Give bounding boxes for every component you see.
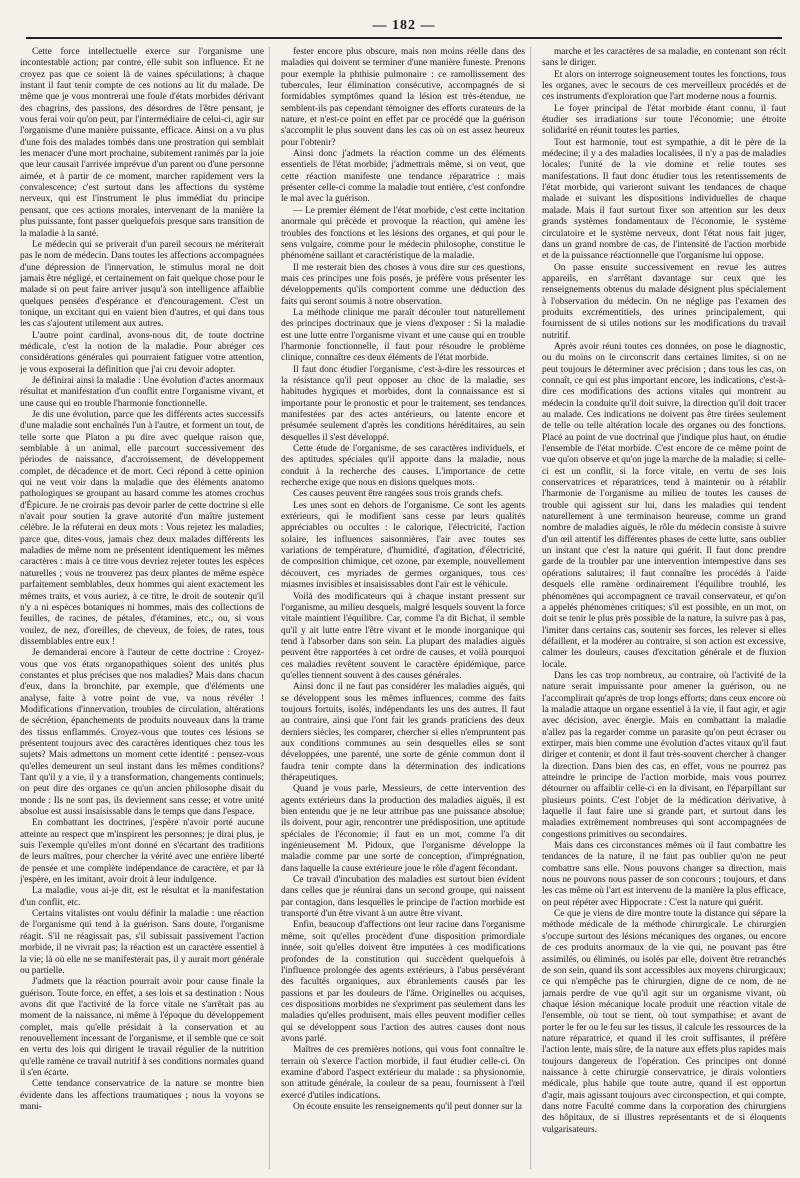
paragraph: Voilà des modificateurs qui à chaque instant pressent sur l'organisme, au milieu desquels, malgré lesquels souvent la force vitale maintient l'équilibre. Car, comme l'a dit Bichat, il semble qu'il y ait lutte entre l'être vivant et le monde inorganique qui tend à l'absorber dans son sein. La plupart des maladies aiguës peuvent être rapportées à cet ordre de causes, et voilà pourquoi ces maladies revêtent souvent le caractère épidémique, parce qu'elles tiennent souvent à des causes générales.: [281, 591, 525, 681]
paragraph: Il me resterait bien des choses à vous dire sur ces questions, mais ces principes une fois posés, je préfère vous présenter les développements qu'ils comportent comme une déduction des faits qui seront soumis à notre observation.: [281, 262, 525, 307]
paragraph: La méthode clinique me paraît découler tout naturellement des principes doctrinaux que je viens d'exposer : Si la maladie est une lutte entre l'organisme vivant et une cause qui en trouble l'harmonie fonctionnelle, il faut pour résoudre le problème clinique, connaître ces deux éléments de l'état morbide.: [281, 307, 525, 364]
paragraph: Ce travail d'incubation des maladies est surtout bien évident dans celles que je réunirai dans un second groupe, qui naissent par contagion, dans lesquelles le principe de l'action morbide est transporté d'un être vivant à un autre être vivant.: [281, 875, 525, 920]
paragraph: Maîtres de ces premières notions, qui vous font connaître le terrain où s'exerce l'action morbide, il faut étudier celle-ci. On examine d'abord l'aspect extérieur du malade : sa physionomie, son attitude générale, la couleur de sa peau, fournissent à l'œil exercé d'utiles indications.: [281, 1045, 525, 1101]
paragraph: Ce que je viens de dire montre toute la distance qui sépare la méthode médicale de la méthode chirurgicale. Le chirurgien s'occupe surtout des lésions mécaniques des organes, ou encore de ces produits anormaux de la vie qui, ne pouvant pas être assimilés, ou éliminés, ou isolés par elle, doivent être retranchés de son sein, quand ils sont accessibles aux moyens chirurgicaux; ce qui n'empêche pas le chirurgien, digne de ce nom, de ne jamais perdre de vue qu'il agit sur un organisme vivant, où chaque lésion mécanique locale produit une réaction vitale de l'ensemble, où tout se tient, où tout sympathise; et avant de porter le fer ou le feu sur les tissus, il calcule les ressources de la nature réparatrice, et quand il les croit suffisantes, il préfère l'action lente, mais sûre, de la nature aux effets plus rapides mais toujours dangereux de l'opération. Ces principes ont donné naissance à cette chirurgie conservatrice, je dirais volontiers médicale, plus habile que toute autre, quand il est opportun d'agir, mais agissant toujours avec circonspection, et qui compte, dans notre Faculté comme dans la corporation des chirurgiens des hôpitaux, de si illustres représentants et de si éloquents vulgarisateurs.: [542, 909, 786, 1135]
paragraph: Cette force intellectuelle exerce sur l'organisme une incontestable action; par contre, elle subit son influence. Et ne croyez pas que ce soient là de vaines spéculations; à chaque instant il faut tenir compte de ces notions au lit du malade. De même que je vous montrerai une foule d'états morbides dérivant des chagrins, des passions, des désordres de l'être pensant, je vous ferai voir qu'on peut, par l'intermédiaire de celui-ci, agir sur l'organisme d'une manière puissante, efficace. Ainsi on a vu plus d'une fois des malades tombés dans une prostration qui semblait les menacer d'une mort prochaine, subitement ranimés par la joie que leur causait l'arrivée imprévue d'un parent ou d'une personne aimée, et à partir de ce moment, marcher rapidement vers la convalescence; c'est surtout dans les affections du système nerveux, qui est l'instrument le plus immédiat du principe pensant, que ces actions morales, intervenant de la manière la plus puissante, font passer quelquefois presque sans transition de la maladie à la santé.: [20, 47, 264, 239]
paragraph: fester encore plus obscure, mais non moins réelle dans des maladies qui doivent se terminer d'une manière funeste. Prenons pour exemple la phthisie pulmonaire : ce ramollissement des tubercules, leur élimination consécutive, accompagnés de si formidables symptômes quand la lésion est très-étendue, ne semblent-ils pas cependant témoigner des efforts curateurs de la nature, et n'est-ce point en effet par ce procédé que la guérison s'accomplit le plus souvent dans les cas où on est assez heureux pour l'obtenir?: [281, 47, 525, 148]
paragraph: Je dis une évolution, parce que les différents actes successifs d'une maladie sont enchaînés l'un à l'autre, et forment un tout, de telle sorte que Platon a pu dire avec quelque raison que, semblable à un animal, elle parcourt successivement des périodes de naissance, d'accroissement, de développement complet, de décadence et de mort. Ceci répond à cette opinion qui ne veut voir dans la maladie que des éléments anatomo pathologiques se groupant au hasard comme les atomes crochus d'Épicure. Je ne croirais pas devoir parler de cette doctrine si elle n'avait pour soutien la grave autorité d'un maître justement célèbre. Je la réfuterai en deux mots : Vous rejetez les maladies, parce que, dites-vous, jamais chez deux malades différents les maladies de même nom ne présentent identiquement les mêmes caractères : mais à ce titre vous devriez rejeter toutes les espèces naturelles ; vous ne trouverez pas deux plantes de même espèce parfaitement semblables, deux hommes qui aient exactement les mêmes traits, et vous auriez, à ce titre, le droit de soutenir qu'il n'y a ni espèces botaniques ni hommes, mais des collections de feuilles, de racines, de pétales, d'étamines, etc., ou, si vous voulez, de nez, d'oreilles, de cheveux, de foies, de rates, tous dissemblables entre eux !: [20, 410, 264, 647]
column-middle: [281, 47, 531, 1169]
paragraph: Je demanderai encore à l'auteur de cette doctrine : Croyez-vous que vos états organopathiques soient des unités plus constantes et plus précises que nos maladies? Mais dans chacun d'eux, dans la bronchite, par exemple, que d'éléments une analyse, faite à votre point de vue, va nous révéler ! Modifications d'innervation, troubles de circulation, altérations de sécrétion, épanchements de produits nouveaux dans la trame des tissus enflammés. Croyez-vous que toutes ces lésions se présentent toujours avec des caractères identiques chez tous les sujets? Mais admettons un moment cette identité : pensez-vous qu'elles demeurent un seul instant dans les mêmes conditions? Tant qu'il y a vie, il y a transformation, changements continuels; on peut dire des organes ce qu'un ancien philosophe disait du monde : Ils ne sont pas, ils deviennent sans cesse; et votre unité absolue est aussi insaisissable dans le temps que dans l'espace.: [20, 648, 264, 818]
paragraph: Et alors on interroge soigneusement toutes les fonctions, tous les organes, avec le secours de ces merveilleux procédés et de ces instruments d'exploration que l'art moderne nous a fournis.: [542, 69, 786, 103]
paragraph: Tout est harmonie, tout est sympathie, a dit le père de la médecine; il y a des maladies localisées, il n'y a pas de maladies locales; l'unité de la vie domine et relie toutes ses manifestations. Il faut donc étudier tous les retentissements de l'état morbide, qui varieront suivant les tendances de chaque malade et suivant les dispositions individuelles de chaque malade. Mais il faut surtout fixer son attention sur les deux grands systèmes fondamentaux de l'économie, le système circulatoire et le système nerveux, dont l'état nous fait juger, dans un grand nombre de cas, de l'intensité de l'action morbide et de la puissance réactionnelle que l'organisme lui oppose.: [542, 137, 786, 262]
paragraph: L'autre point cardinal, avons-nous dit, de toute doctrine médicale, c'est la notion de la maladie. Pour abréger ces considérations générales qui pourraient fatiguer votre attention, je vous exposerai la définition que j'ai cru devoir adopter.: [20, 330, 264, 375]
page-number: — 182 —: [372, 18, 436, 33]
paragraph: — Le premier élément de l'état morbide, c'est cette incitation anormale qui précède et provoque la réaction, qui amène les troubles des fonctions et les lésions des organes, et qui pour le sens vulgaire, comme pour le médecin philosophe, constitue le phénomène saillant et caractéristique de la maladie.: [281, 205, 525, 262]
paragraph: Ainsi donc j'admets la réaction comme un des éléments essentiels de l'état morbide; j'admettrais même, si on veut, que cette réaction manifeste une tendance réparatrice : mais présenter celle-ci comme la maladie tout entière, c'est confondre le mal avec la guérison.: [281, 149, 525, 205]
paragraph: Dans les cas trop nombreux, au contraire, où l'activité de la nature serait impuissante pour amener la guérison, ou ne l'accomplirait qu'après de trop longs efforts; dans ceux encore où la maladie attaque un organe essentiel à la vie, il faut agir, et agir avec décision, avec énergie. Mais en combattant la maladie n'allez pas la regarder comme un parasite qu'on peut écraser ou extirper, mais bien comme une évolution d'actes vitaux qu'il faut diriger et contenir, et dont il faut très-souvent chercher à changer la direction. Dans bien des cas, en effet, vous ne pourrez pas atteindre le principe de l'action morbide, mais vous pourrez détourner ou affaiblir celle-ci en la divisant, en l'éparpillant sur plusieurs points. C'est l'objet de la médication dérivative, à laquelle il faut faire une si grande part, et surtout dans les maladies extrêmement nombreuses qui sont accompagnées de congestions primitives ou secondaires.: [542, 670, 786, 840]
paragraph: On écoute ensuite les renseignements qu'il peut donner sur la: [293, 1101, 522, 1112]
paragraph: Ces causes peuvent être rangées sous trois grands chefs.: [293, 489, 504, 500]
paragraph: Mais dans ces circonstances mêmes où il faut combattre les tendances de la nature, il ne faut pas oublier qu'on ne peut combattre sans elle. Nous pouvons changer sa direction, mais nous ne pouvons nous passer de son concours ; toujours, et dans les cas même où l'art est intervenu de la manière la plus efficace, on peut répéter avec Hippocrate : C'est la nature qui guérit.: [542, 841, 786, 908]
column-left: [20, 47, 270, 1169]
page-header: [26, 0, 782, 39]
paragraph: Il faut donc étudier l'organisme, c'est-à-dire les ressources et la résistance qu'il peut opposer au choc de la maladie, ses habitudes hygiques et morbides, dont la connaissance est si importante pour le pronostic et pour le traitement, ses tendances manifestées par des actes antérieurs, ou latente encore et présumée seulement d'après les conditions héréditaires, au sein desquelles il s'est développé.: [281, 364, 525, 443]
paragraph: On passe ensuite successivement en revue les autres appareils, en s'arrêtant davantage sur ceux que les renseignements obtenus du malade désignent plus spécialement à l'observation du médecin. On ne néglige pas l'examen des produits excrémentitiels, des urines principalement, qui fournissent de si utiles notions sur les modifications du travail nutritif.: [542, 262, 786, 341]
paragraph: J'admets que la réaction pourrait avoir pour cause finale la guérison. Toute force, en effet, a ses lois et sa destination : Nous avons dit que l'activité de la force vitale ne s'arrêtait pas au moment de la naissance, ni même à l'époque du développement complet, mais qu'elle présidait à la conservation et au renouvellement incessant de l'organisme, et il semble que ce soit en vertu des lois qui dirigent le travail régulier de la nutrition qu'elle ramène ce travail nutritif à ses conditions normales quand il s'en écarte.: [20, 977, 264, 1078]
paragraph: Cette tendance conservatrice de la nature se montre bien évidente dans les affections traumatiques ; nous la voyons se mani-: [20, 1079, 264, 1112]
text-columns: [20, 47, 786, 1169]
paragraph: Ainsi donc il ne faut pas considérer les maladies aiguës, qui se développent sous les mêmes influences, comme des faits toujours fortuits, isolés, indépendants les uns des autres. Il faut au contraire, ainsi que l'ont fait les grands praticiens des deux derniers siècles, les comparer, chercher si elles n'empruntent pas aux conditions communes au sein desquelles elles se sont développées, une parenté, une sorte de génie commun dont il faudra tenir compte dans la détermination des indications thérapeutiques.: [281, 682, 525, 783]
paragraph: marche et les caractères de sa maladie, en contenant son récit sans le diriger.: [542, 47, 786, 69]
paragraph: Je définirai ainsi la maladie : Une évolution d'actes anormaux résultat et manifestation d'un conflit entre l'organisme vivant, et une cause qui en trouble l'harmonie fonctionnelle.: [20, 375, 264, 409]
paragraph: Certains vitalistes ont voulu définir la maladie : une réaction de l'organisme qui tend à la guérison. Sans doute, l'organisme réagit. S'il ne réagissait pas, s'il subissait passivement l'action morbide, il ne vivrait pas; la réaction est un caractère essentiel à la vie; là où elle ne se manifesterait pas, il y aurait mort générale ou partielle.: [20, 909, 264, 976]
paragraph: Quand je vous parle, Messieurs, de cette intervention des agents extérieurs dans la production des maladies aiguës, il est bien entendu que je ne leur attribue pas une puissance absolue; ils doivent, pour agir, rencontrer une prédisposition, une aptitude spéciales de l'économie; il faut en un mot, comme l'a dit ingénieusement M. Pidoux, que l'organisme développe la maladie comme par une sorte de conception, d'imprégnation, dans laquelle la cause extérieure joue le rôle d'agent fécondant.: [281, 784, 525, 874]
column-right: [542, 47, 786, 1169]
paragraph: Le foyer principal de l'état morbide étant connu, il faut étudier ses irradiations sur toute l'économie; une étroite solidarité en réunit toutes les parties.: [542, 103, 786, 137]
paragraph: Cette étude de l'organisme, de ses caractères individuels, et des aptitudes spéciales qu'il apporte dans la maladie, nous conduit à la recherche des causes. L'importance de cette recherche exige que nous en disions quelques mots.: [281, 444, 525, 489]
paragraph: Les unes sont en dehors de l'organisme. Ce sont les agents extérieurs, qui le modifient sans cesse par leurs qualités appréciables ou occultes : le calorique, l'électricité, l'action solaire, les influences saisonnières, l'air avec toutes ses variations de température, d'humidité, d'agitation, d'électricité, de composition chimique, cet ozone, par exemple, nouvellement découvert, ces myriades de germes organiques, tous ces miasmes invisibles et insaisissables dont l'air est le véhicule.: [281, 500, 525, 591]
paragraph: En combattant les doctrines, j'espère n'avoir porté aucune atteinte au respect que m'inspirent les personnes; je dirai plus, je suis l'exemple qu'elles m'ont donné en s'écartant des traditions de leurs maîtres, pour chercher la vérité avec une entière liberté de pensée et une complète indépendance de caractère, et par là j'espère, en les imitant, avoir droit à leur indulgence.: [20, 818, 264, 886]
paragraph: Après avoir réuni toutes ces données, on pose le diagnostic, ou du moins on le circonscrit dans certaines limites, si on ne peut toujours le déterminer avec précision ; dans tous les cas, on connaît, ce qui est plus important encore, les indications, c'est-à-dire ces modifications des actions vitales qui montrent au médecin la conduite qu'il doit suivre, la direction qu'il doit tracer au malade. Ces indications ne doivent pas être tirées seulement de telle ou telle altération locale des organes ou des fonctions. Placé au point de vue doctrinal que j'indique plus haut, on étudie l'ensemble de l'état morbide. C'est encore de ce même point de vue qu'on observe et qu'on juge la marche de la maladie; si celle-ci est un conflit, si la force vitale, en vertu de ses lois conservatrices et réparatrices, tend à maintenir ou à rétablir l'harmonie de l'organisme au milieu de toutes les causes de trouble qui agissent sur lui, dans les maladies qui tendent naturellement à une terminaison heureuse, comme un grand nombre de maladies aiguës, le rôle du médecin consiste à suivre d'un œil attentif les différentes phases de cette lutte, sans oublier un instant que c'est la nature qui guérit. Il faut donc prendre garde de la troubler par une intervention intempestive dans ses opérations salutaires; il faut connaître les procédés à l'aide desquels elle ramène ordinairement l'équilibre troublé, les phénomènes qui accompagnent ce travail conservateur, et qu'on a appelés phénomènes critiques; s'il est possible, en un mot, on doit se tenir le plus près possible de la nature, la suivre pas à pas, l'imiter dans certains cas, soutenir ses forces, les relever si elles défaillent, et la modérer au contraire, si son action est excessive, calmer les douleurs, causes d'excitation générale et de fluxion locale.: [542, 341, 786, 670]
paragraph: La maladie, vous ai-je dit, est le résultat et la manifestation d'un conflit, etc.: [20, 886, 264, 908]
paragraph: Enfin, beaucoup d'affections ont leur racine dans l'organisme même, soit qu'elles procèdent d'une disposition primordiale innée, soit qu'elles doivent être imputées à ces modifications profondes de la constitution qui succèdent quelquefois à l'influence prolongée des agents extérieurs, à l'abus persévérant des facultés organiques, aux ébranlements causés par les passions et par les douleurs de l'âme. Originelles ou acquises, ces dispositions morbides ne s'expriment pas seulement dans les maladies qu'elles produisent, mais elles peuvent modifier celles qui se développent sous l'action des autres causes dont nous avons parlé.: [281, 920, 525, 1044]
paragraph: Le médecin qui se priverait d'un pareil secours ne mériterait pas le nom de médecin. Dans toutes les affections accompagnées d'une dépression de l'innervation, le stimulus moral ne doit jamais être négligé, et certainement on fait quelque chose pour le malade si on peut faire arriver jusqu'à son intelligence affaiblie quelques pensées d'espérance et d'encouragement. C'est un tonique, un excitant qui en vaient bien d'autres, et qui dans tous les cas s'ajoutent utilement aux autres.: [20, 239, 264, 330]
